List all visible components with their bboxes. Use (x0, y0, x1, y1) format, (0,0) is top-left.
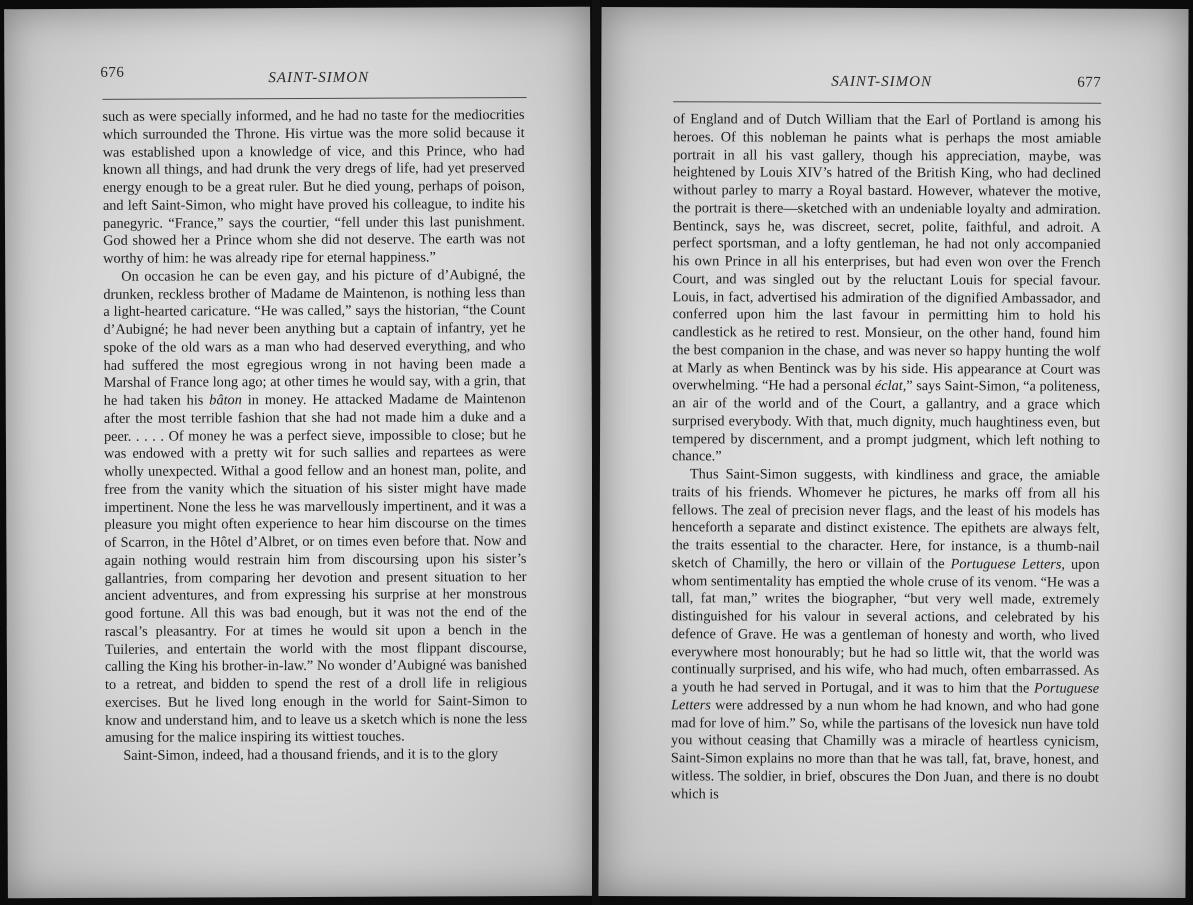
paragraph (672, 111, 1101, 467)
running-head-left: SAINT-SIMON (268, 69, 370, 87)
left-page (4, 7, 594, 899)
right-page-body (671, 111, 1101, 805)
italic-text: Portuguese Letters (671, 680, 1100, 714)
paragraph-text: ” says Saint-Simon, “a politeness, an air of the world and of the Court, a gallantry, and a grace which surprised everybody. With that, much dignity, much haughtiness even, but tempered by discernment, and a prompt judgment, which left nothing to chance.” (671, 378, 1101, 465)
running-head-right: SAINT-SIMON (831, 73, 933, 91)
left-page-body (102, 107, 527, 766)
right-page (598, 7, 1188, 898)
italic-text: Portuguese Letters, (950, 555, 1066, 573)
paragraph (671, 466, 1100, 805)
italic-text: bâton (209, 392, 242, 409)
paragraph: such as were specially informed, and he had no taste for the mediocrities which surrounded the Throne. His virtue was the more solid because it was established upon a knowledge of vice, and this Prince, who had known all things, and had drunk the very dregs of life, had yet preserved energy enough to be a great ruler. But he died young, perhaps of poison, and left Saint-Simon, who might have proved his colleague, to indite his panegyric. “France,” says the courtier, “fell under this last punishment. God showed her a Prince whom she did not deserve. The earth was not worthy of him: he was already ripe for eternal happiness.” (102, 107, 526, 267)
paragraph-text: in money. He attacked Madame de Maintenon after the most terrible fashion that she had not made him a duke and a peer. . . . . Of money he was a perfect sieve, impossible to close; but he was endowed with a pretty wit for such sallies and repartees as were wholly unexpected. Withal a good fellow and an honest man, polite, and free from the vanity which the situation of his sister might have made impertinent. None the less he was marvellously impertinent, and it was a pleasure you might often experience to hear him discourse on the times of Scarron, in the Hôtel d’Albret, or on times even before that. Now and again nothing would restrain him from discoursing upon his sister’s gallantries, from comparing her devotion and present situation to her ancient adventures, and from expressing his surprise at her monstrous good fortune. All this was bad enough, but it was not the end of the rascal’s pleasantry. For at times he would sit upon a bench in the Tuileries, and entertain the world with the most flippant discourse, calling the King his brother-in-law.” No wonder d’Aubigné was banished to a retreat, and bidden to spend the rest of a droll life in religious exercises. But he lived long enough in the world for Saint-Simon to know and understand him, and to leave us a sketch which is none the less amusing for the malice inspiring its wittiest touches. (103, 391, 528, 747)
paragraph-text: Thus Saint-Simon suggests, with kindliness and grace, the amiable traits of his friends. Whomever he pictures, he marks off from all his fellows. The zeal of precision never flags, and the least of his models has henceforth a separate and distinct existence. The epithets are always felt, the traits essential to the character. Here, for instance, is a thumb-nail sketch of Chamilly, the hero or villain of the (671, 466, 1100, 572)
paragraph (103, 267, 527, 748)
paragraph: Saint-Simon, indeed, had a thousand friends, and it is to the glory (123, 746, 499, 764)
paragraph-text: of England and of Dutch William that the Earl of Portland is among his heroes. Of this nobleman he paints what is perhaps the most amiable portrait in all his vast gallery, though his appreciation, maybe, was heightened by Louis XIV’s hatred of the British King, who had declined without parley to marry a Royal bastard. However, whatever the motive, the portrait is there—sketched with an undeniable loyalty and admiration. Bentinck, says he, was discreet, secret, polite, faithful, and adroit. A perfect sportsman, and a lofty gentleman, he had not only accompanied his own Prince in all his enterprises, but had even won over the French Court, and was singled out by the reluctant Louis for special favour. Louis, in fact, advertised his admiration of the dignified Ambassador, and conferred upon him the last favour in permitting him to hold his candlestick as he retired to rest. Monsieur, on the other hand, found him the best companion in the chase, and was never so happy hunting the wolf at Marly as when Bentinck was by his side. His appearance at Court was overwhelming. “He had a personal (672, 111, 1102, 395)
paragraph-text: upon whom sentimentality has emptied the whole cruse of its venom. “He was a tall, fat man,” writes the biographer, “but very well made, extremely distinguished for his valour in several actions, and celebrated by his defence of Grave. He was a gentleman of honesty and worth, who lived everywhere most honourably; but he had so little wit, that the world was continually surprised, and his wife, who had much, often embarrassed. As a youth he had served in Portugal, and it was to him that the (671, 556, 1100, 697)
header-rule-left (102, 97, 526, 100)
paragraph-text: were addressed by a nun whom he had known, and who had gone mad for love of him.” So, while the partisans of the lovesick nun have told you without ceasing that Chamilly was a miracle of heartless cynicism, Saint-Simon explains no more than that he was tall, fat, brave, honest, and witless. The soldier, in brief, obscures the Don Juan, and there is no doubt which is (670, 697, 1100, 802)
page-number-right: 677 (1077, 74, 1102, 91)
page-number-left: 676 (100, 64, 125, 81)
paragraph-text: On occasion he can be even gay, and his picture of d’Aubigné, the drunken, reckless brother of Madame de Maintenon, is nothing less than a light-hearted caricature. “He was called,” says the historian, “the Count d’Aubigné; he had never been anything but a captain of infantry, yet he spoke of the old wars as a man who had deserved everything, and who had suffered the most egregious wrong in not having been made a Marshal of France long ago; at other times he would say, with a grin, that he had taken his (103, 266, 526, 409)
italic-text: éclat, (874, 378, 907, 395)
header-rule-right (673, 101, 1101, 103)
